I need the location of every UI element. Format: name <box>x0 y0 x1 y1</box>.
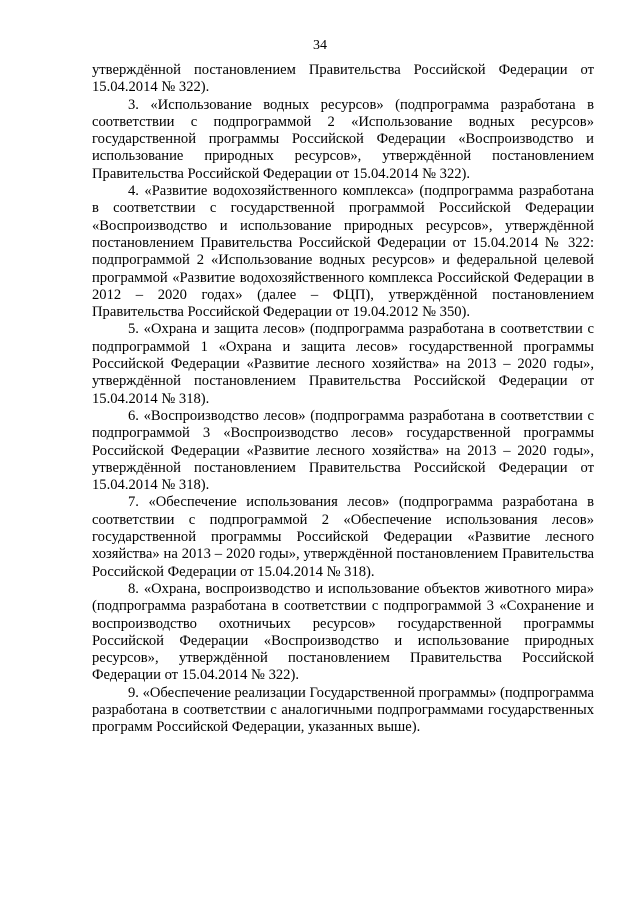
document-body <box>92 62 594 737</box>
paragraph-item-7: 7. «Обеспечение использования лесов» (подпрограмма разработана в соответствии с подпрограммой 2 «Обеспечение использования лесов» государственной программы Российской Федерации «Развитие лесного хозяйства» на 2013 – 2020 годы», утверждённой постановлением Правительства Российской Федерации от 15.04.2014 № 318). <box>92 494 594 580</box>
paragraph-item-5: 5. «Охрана и защита лесов» (подпрограмма разработана в соответствии с подпрограммой 1 «Охрана и защита лесов» государственной программы Российской Федерации «Развитие лесного хозяйства» на 2013 – 2020 годы», утверждённой постановлением Правительства Российской Федерации от 15.04.2014 № 318). <box>92 321 594 407</box>
paragraph-item-3: 3. «Использование водных ресурсов» (подпрограмма разработана в соответствии с подпрограммой 2 «Использование водных ресурсов» государственной программы Российской Федерации «Воспроизводство и использование природных ресурсов», утверждённой постановлением Правительства Российской Федерации от 15.04.2014 № 322). <box>92 96 594 182</box>
paragraph-item-6: 6. «Воспроизводство лесов» (подпрограмма разработана в соответствии с подпрограммой 3 «Воспроизводство лесов» государственной программы Российской Федерации «Развитие лесного хозяйства» на 2013 – 2020 годы», утверждённой постановлением Правительства Российской Федерации от 15.04.2014 № 318). <box>92 407 594 494</box>
paragraph-continuation: утверждённой постановлением Правительства Российской Федерации от 15.04.2014 № 322). <box>92 62 594 96</box>
paragraph-item-8: 8. «Охрана, воспроизводство и использование объектов животного мира» (подпрограмма разработана в соответствии с подпрограммой 3 «Сохранение и воспроизводство охотничьих ресурсов» государственной программы Российской Федерации «Воспроизводство и использование природных ресурсов», утверждённой постановлением Правительства Российской Федерации от 15.04.2014 № 322). <box>92 580 594 684</box>
page-number: 34 <box>313 38 327 53</box>
paragraph-item-4: 4. «Развитие водохозяйственного комплекса» (подпрограмма разработана в соответствии с государственной программой Российской Федерации «Воспроизводство и использование природных ресурсов», утверждённой постановлением Правительства Российской Федерации от 15.04.2014 № 322: подпрограммой 2 «Использование водных ресурсов» и федеральной целевой программой «Развитие водохозяйственного комплекса Российской Федерации в 2012 – 2020 годах» (далее – ФЦП), утверждённой постановлением Правительства Российской Федерации от 19.04.2012 № 350). <box>92 183 594 321</box>
paragraph-item-9: 9. «Обеспечение реализации Государственной программы» (подпрограмма разработана в соответствии с аналогичными подпрограммами государственных программ Российской Федерации, указанных выше). <box>92 684 594 736</box>
